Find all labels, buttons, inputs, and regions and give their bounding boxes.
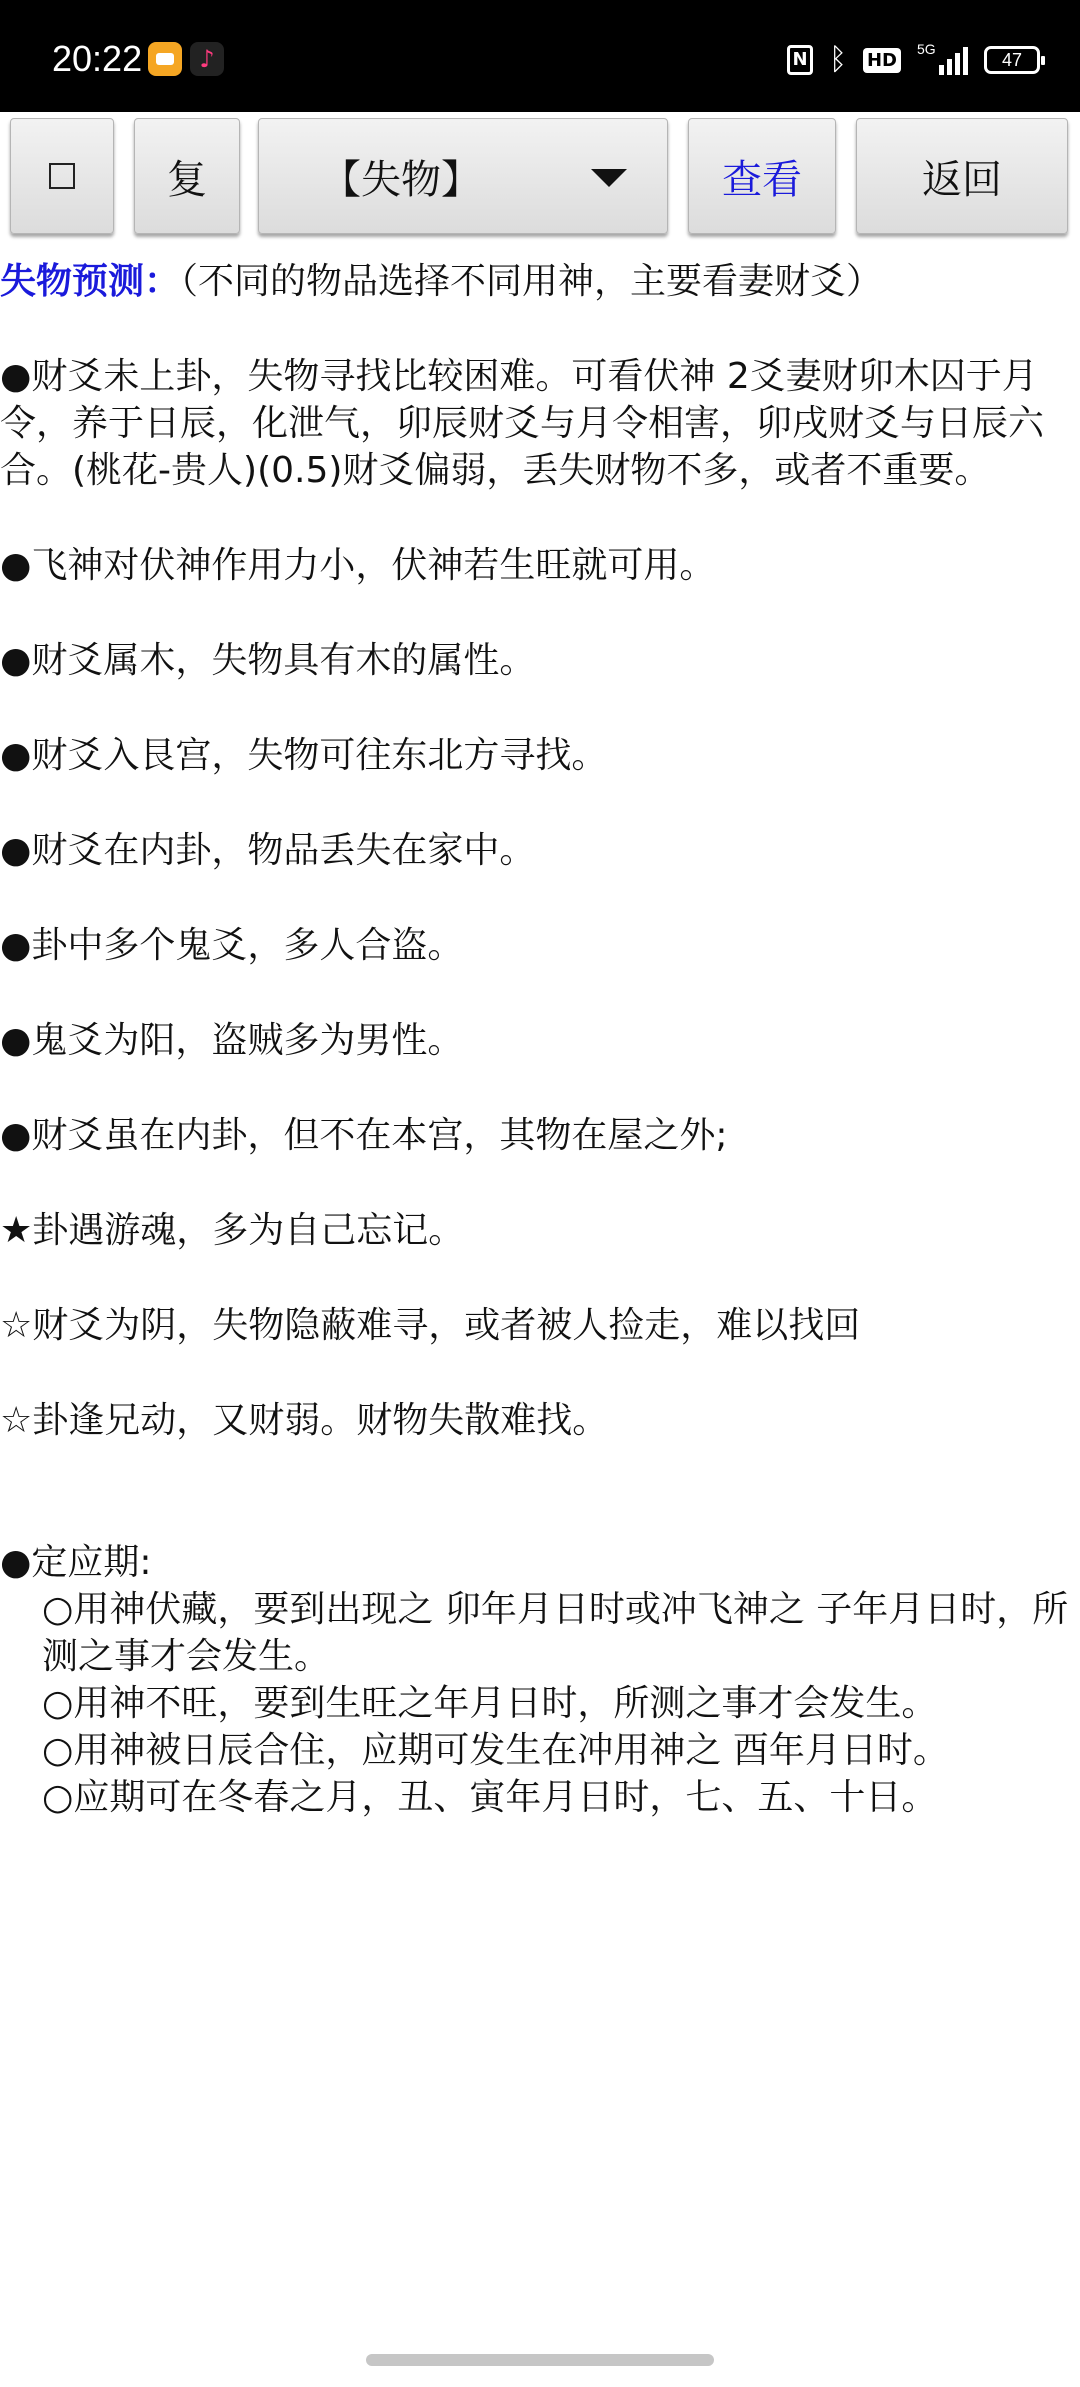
timing-item: ○用神被日辰合住，应期可发生在冲用神之 酉年月日时。 (42, 1730, 949, 1771)
intro-text: （不同的物品选择不同用神，主要看妻财爻） (180, 261, 883, 302)
timing-title: ●定应期: (0, 1542, 152, 1583)
analysis-paragraph: ●财爻属木，失物具有木的属性。 (0, 640, 536, 681)
prediction-content (0, 258, 1072, 1821)
analysis-paragraph: ☆卦逢兄动，又财弱。财物失散难找。 (0, 1400, 609, 1441)
back-button[interactable]: 返回 (856, 118, 1068, 234)
analysis-paragraph: ●卦中多个鬼爻，多人合盗。 (0, 925, 464, 966)
analysis-paragraph: ★卦遇游魂，多为自己忘记。 (0, 1210, 465, 1251)
checkbox-icon (49, 163, 75, 189)
hd-voice-icon: HD (863, 48, 901, 73)
view-button[interactable]: 查看 (688, 118, 836, 234)
analysis-paragraph: ●财爻虽在内卦，但不在本宫，其物在屋之外; (0, 1115, 728, 1156)
checkbox-button[interactable] (10, 118, 114, 234)
redo-button[interactable]: 复 (134, 118, 240, 234)
toolbar (0, 112, 1080, 246)
tiktok-icon: ♪ (190, 42, 224, 76)
nfc-icon: N (787, 45, 813, 75)
bluetooth-icon: ᛒ (828, 42, 847, 77)
analysis-paragraph: ●财爻在内卦，物品丢失在家中。 (0, 830, 536, 871)
network-type-label: 5G (917, 41, 936, 57)
timing-item: ○用神伏藏，要到出现之 卯年月日时或冲飞神之 子年月日时，所测之事才会发生。 (42, 1589, 1069, 1677)
home-indicator[interactable] (366, 2354, 714, 2366)
timing-item: ○用神不旺，要到生旺之年月日时，所测之事才会发生。 (42, 1683, 938, 1724)
category-selected-value: 【失物】 (321, 156, 481, 203)
timing-section (0, 1539, 1072, 1821)
analysis-paragraph: ●财爻未上卦，失物寻找比较困难。可看伏神 2爻妻财卯木囚于月令，养于日辰，化泄气，卯辰财爻与月令相害，卯戌财爻与日辰六合。(桃花-贵人)(0.5)财爻偏弱，丢失财物不多，或者不重要。 (0, 356, 1045, 491)
status-time: 20:22 (52, 38, 143, 79)
category-dropdown[interactable] (258, 118, 668, 234)
analysis-paragraph: ☆财爻为阴，失物隐蔽难寻，或者被人捡走，难以找回 (0, 1305, 861, 1346)
intro-label: 失物预测： (0, 261, 181, 302)
analysis-paragraph: ●鬼爻为阳，盗贼多为男性。 (0, 1020, 464, 1061)
analysis-paragraph: ●飞神对伏神作用力小，伏神若生旺就可用。 (0, 545, 716, 586)
cellular-signal-icon (917, 41, 968, 75)
status-bar (0, 0, 1080, 112)
status-icons (787, 42, 1040, 78)
analysis-paragraph: ●财爻入艮宫，失物可往东北方寻找。 (0, 735, 608, 776)
battery-icon: 47 (984, 46, 1040, 74)
intro-line (0, 258, 1072, 305)
notification-app-icon (148, 42, 182, 76)
dropdown-arrow-icon (591, 169, 627, 187)
timing-item: ○应期可在冬春之月，丑、寅年月日时，七、五、十日。 (42, 1777, 938, 1818)
